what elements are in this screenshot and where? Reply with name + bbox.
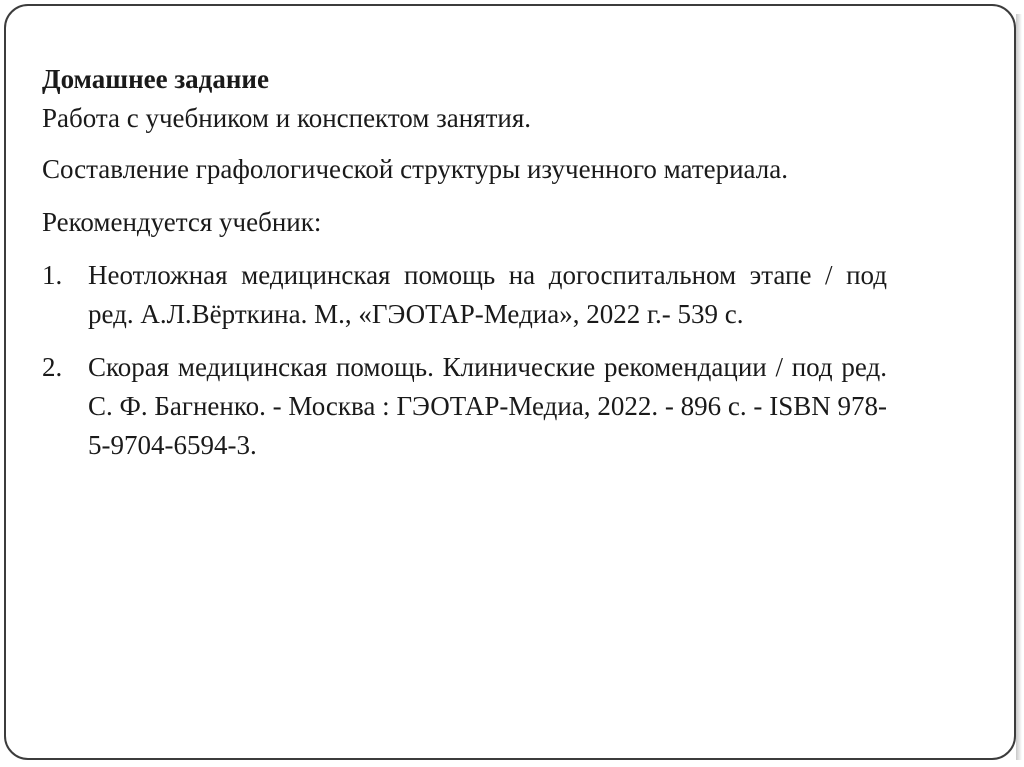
slide-content — [42, 60, 887, 465]
task-paragraph: Составление графологической структуры изученного материала. — [42, 154, 788, 184]
reference-number: 1. — [42, 260, 63, 290]
work-line: Работа с учебником и конспектом занятия. — [42, 103, 532, 133]
reference-item-1 — [42, 256, 887, 334]
recommended-label: Рекомендуется учебник: — [42, 207, 322, 237]
reference-text: Скорая медицинская помощь. Клинические рекомендации / под ред. С. Ф. Багненко. - Москва : ГЭОТАР-Медиа, 2022. - 896 с. - ISBN 978-5-9704-6594-3. — [88, 352, 887, 460]
reference-number: 2. — [42, 352, 63, 382]
reference-item-2 — [42, 348, 887, 465]
homework-heading: Домашнее задание — [42, 64, 269, 94]
reference-text: Неотложная медицинская помощь на догоспитальном этапе / под ред. А.Л.Вёрткина. М., «ГЭОТАР-Медиа», 2022 г.- 539 с. — [88, 260, 887, 329]
frame-shadow — [1016, 14, 1022, 760]
